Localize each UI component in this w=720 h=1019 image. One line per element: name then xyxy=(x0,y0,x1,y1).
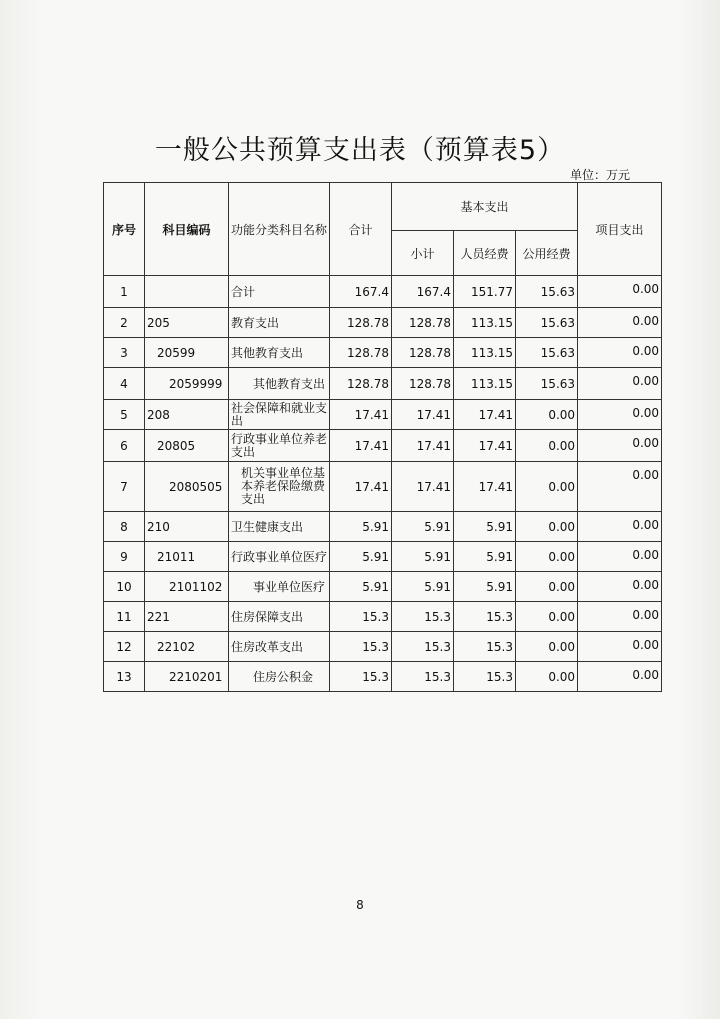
cell-seq: 7 xyxy=(104,462,145,512)
cell-name: 其他教育支出 xyxy=(229,338,330,368)
cell-seq: 5 xyxy=(104,400,145,430)
cell-name: 住房改革支出 xyxy=(229,632,330,662)
cell-public: 0.00 xyxy=(516,542,578,572)
table-row xyxy=(104,430,662,462)
cell-project: 0.00 xyxy=(578,662,662,692)
cell-subtotal: 167.4 xyxy=(392,276,454,308)
cell-personnel: 113.15 xyxy=(454,368,516,400)
cell-project: 0.00 xyxy=(578,338,662,368)
cell-personnel: 5.91 xyxy=(454,542,516,572)
header-name: 功能分类科目名称 xyxy=(229,183,330,276)
header-code: 科目编码 xyxy=(145,183,229,276)
cell-code: 2101102 xyxy=(145,572,229,602)
cell-total: 5.91 xyxy=(330,512,392,542)
cell-code: 2210201 xyxy=(145,662,229,692)
table-row xyxy=(104,512,662,542)
cell-project: 0.00 xyxy=(578,602,662,632)
cell-project: 0.00 xyxy=(578,512,662,542)
cell-code: 2080505 xyxy=(145,462,229,512)
cell-personnel: 17.41 xyxy=(454,400,516,430)
cell-subtotal: 5.91 xyxy=(392,572,454,602)
table-row xyxy=(104,662,662,692)
header-project: 项目支出 xyxy=(578,183,662,276)
cell-code: 22102 xyxy=(145,632,229,662)
cell-subtotal: 17.41 xyxy=(392,430,454,462)
cell-subtotal: 128.78 xyxy=(392,368,454,400)
cell-public: 0.00 xyxy=(516,430,578,462)
cell-seq: 13 xyxy=(104,662,145,692)
cell-name: 住房公积金 xyxy=(229,662,330,692)
cell-name: 合计 xyxy=(229,276,330,308)
cell-total: 17.41 xyxy=(330,462,392,512)
cell-project: 0.00 xyxy=(578,542,662,572)
cell-project: 0.00 xyxy=(578,632,662,662)
cell-seq: 8 xyxy=(104,512,145,542)
cell-personnel: 17.41 xyxy=(454,430,516,462)
cell-personnel: 15.3 xyxy=(454,662,516,692)
cell-project: 0.00 xyxy=(578,462,662,512)
cell-name: 住房保障支出 xyxy=(229,602,330,632)
table-row xyxy=(104,276,662,308)
cell-subtotal: 5.91 xyxy=(392,542,454,572)
table-row xyxy=(104,308,662,338)
cell-personnel: 5.91 xyxy=(454,512,516,542)
cell-project: 0.00 xyxy=(578,400,662,430)
cell-personnel: 151.77 xyxy=(454,276,516,308)
cell-personnel: 15.3 xyxy=(454,602,516,632)
cell-seq: 12 xyxy=(104,632,145,662)
unit-label: 单位：万元 xyxy=(570,168,631,182)
cell-personnel: 17.41 xyxy=(454,462,516,512)
cell-seq: 2 xyxy=(104,308,145,338)
cell-code: 20805 xyxy=(145,430,229,462)
cell-code: 2059999 xyxy=(145,368,229,400)
cell-public: 0.00 xyxy=(516,462,578,512)
cell-public: 0.00 xyxy=(516,512,578,542)
table-row xyxy=(104,602,662,632)
page-title: 一般公共预算支出表（预算表5） xyxy=(154,135,566,166)
table-body xyxy=(104,276,662,692)
table-row xyxy=(104,572,662,602)
cell-public: 15.63 xyxy=(516,308,578,338)
header-public: 公用经费 xyxy=(516,231,578,276)
table-row xyxy=(104,338,662,368)
header-subtotal: 小计 xyxy=(392,231,454,276)
cell-code: 221 xyxy=(145,602,229,632)
cell-project: 0.00 xyxy=(578,276,662,308)
cell-total: 15.3 xyxy=(330,662,392,692)
header-total: 合计 xyxy=(330,183,392,276)
cell-total: 5.91 xyxy=(330,572,392,602)
cell-public: 0.00 xyxy=(516,602,578,632)
cell-personnel: 113.15 xyxy=(454,338,516,368)
cell-code: 208 xyxy=(145,400,229,430)
cell-seq: 4 xyxy=(104,368,145,400)
cell-seq: 1 xyxy=(104,276,145,308)
cell-project: 0.00 xyxy=(578,430,662,462)
cell-subtotal: 15.3 xyxy=(392,632,454,662)
cell-name: 社会保障和就业支出 xyxy=(229,400,330,430)
table-row xyxy=(104,632,662,662)
cell-seq: 6 xyxy=(104,430,145,462)
cell-subtotal: 5.91 xyxy=(392,512,454,542)
cell-subtotal: 15.3 xyxy=(392,602,454,632)
table-row xyxy=(104,400,662,430)
cell-seq: 11 xyxy=(104,602,145,632)
cell-public: 0.00 xyxy=(516,662,578,692)
cell-name: 机关事业单位基本养老保险缴费支出 xyxy=(229,462,330,512)
cell-project: 0.00 xyxy=(578,308,662,338)
header-basic: 基本支出 xyxy=(392,183,578,231)
cell-public: 0.00 xyxy=(516,572,578,602)
cell-total: 15.3 xyxy=(330,602,392,632)
cell-code: 20599 xyxy=(145,338,229,368)
cell-name: 教育支出 xyxy=(229,308,330,338)
cell-personnel: 15.3 xyxy=(454,632,516,662)
cell-subtotal: 15.3 xyxy=(392,662,454,692)
page-number: 8 xyxy=(356,898,364,912)
cell-code: 21011 xyxy=(145,542,229,572)
cell-name: 事业单位医疗 xyxy=(229,572,330,602)
cell-project: 0.00 xyxy=(578,572,662,602)
cell-subtotal: 128.78 xyxy=(392,308,454,338)
cell-total: 128.78 xyxy=(330,308,392,338)
cell-name: 其他教育支出 xyxy=(229,368,330,400)
cell-total: 128.78 xyxy=(330,368,392,400)
cell-subtotal: 17.41 xyxy=(392,400,454,430)
cell-project: 0.00 xyxy=(578,368,662,400)
cell-code xyxy=(145,276,229,308)
table-row xyxy=(104,462,662,512)
cell-personnel: 113.15 xyxy=(454,308,516,338)
header-personnel: 人员经费 xyxy=(454,231,516,276)
cell-total: 17.41 xyxy=(330,430,392,462)
cell-name: 行政事业单位医疗 xyxy=(229,542,330,572)
header-seq: 序号 xyxy=(104,183,145,276)
cell-subtotal: 128.78 xyxy=(392,338,454,368)
cell-seq: 9 xyxy=(104,542,145,572)
cell-seq: 10 xyxy=(104,572,145,602)
cell-code: 205 xyxy=(145,308,229,338)
cell-subtotal: 17.41 xyxy=(392,462,454,512)
cell-public: 15.63 xyxy=(516,368,578,400)
budget-table xyxy=(103,182,662,692)
cell-code: 210 xyxy=(145,512,229,542)
cell-public: 15.63 xyxy=(516,338,578,368)
table-row xyxy=(104,368,662,400)
cell-public: 15.63 xyxy=(516,276,578,308)
cell-total: 17.41 xyxy=(330,400,392,430)
cell-personnel: 5.91 xyxy=(454,572,516,602)
cell-name: 行政事业单位养老支出 xyxy=(229,430,330,462)
cell-total: 167.4 xyxy=(330,276,392,308)
cell-public: 0.00 xyxy=(516,632,578,662)
cell-total: 128.78 xyxy=(330,338,392,368)
cell-total: 5.91 xyxy=(330,542,392,572)
cell-total: 15.3 xyxy=(330,632,392,662)
table-row xyxy=(104,542,662,572)
cell-public: 0.00 xyxy=(516,400,578,430)
cell-seq: 3 xyxy=(104,338,145,368)
cell-name: 卫生健康支出 xyxy=(229,512,330,542)
